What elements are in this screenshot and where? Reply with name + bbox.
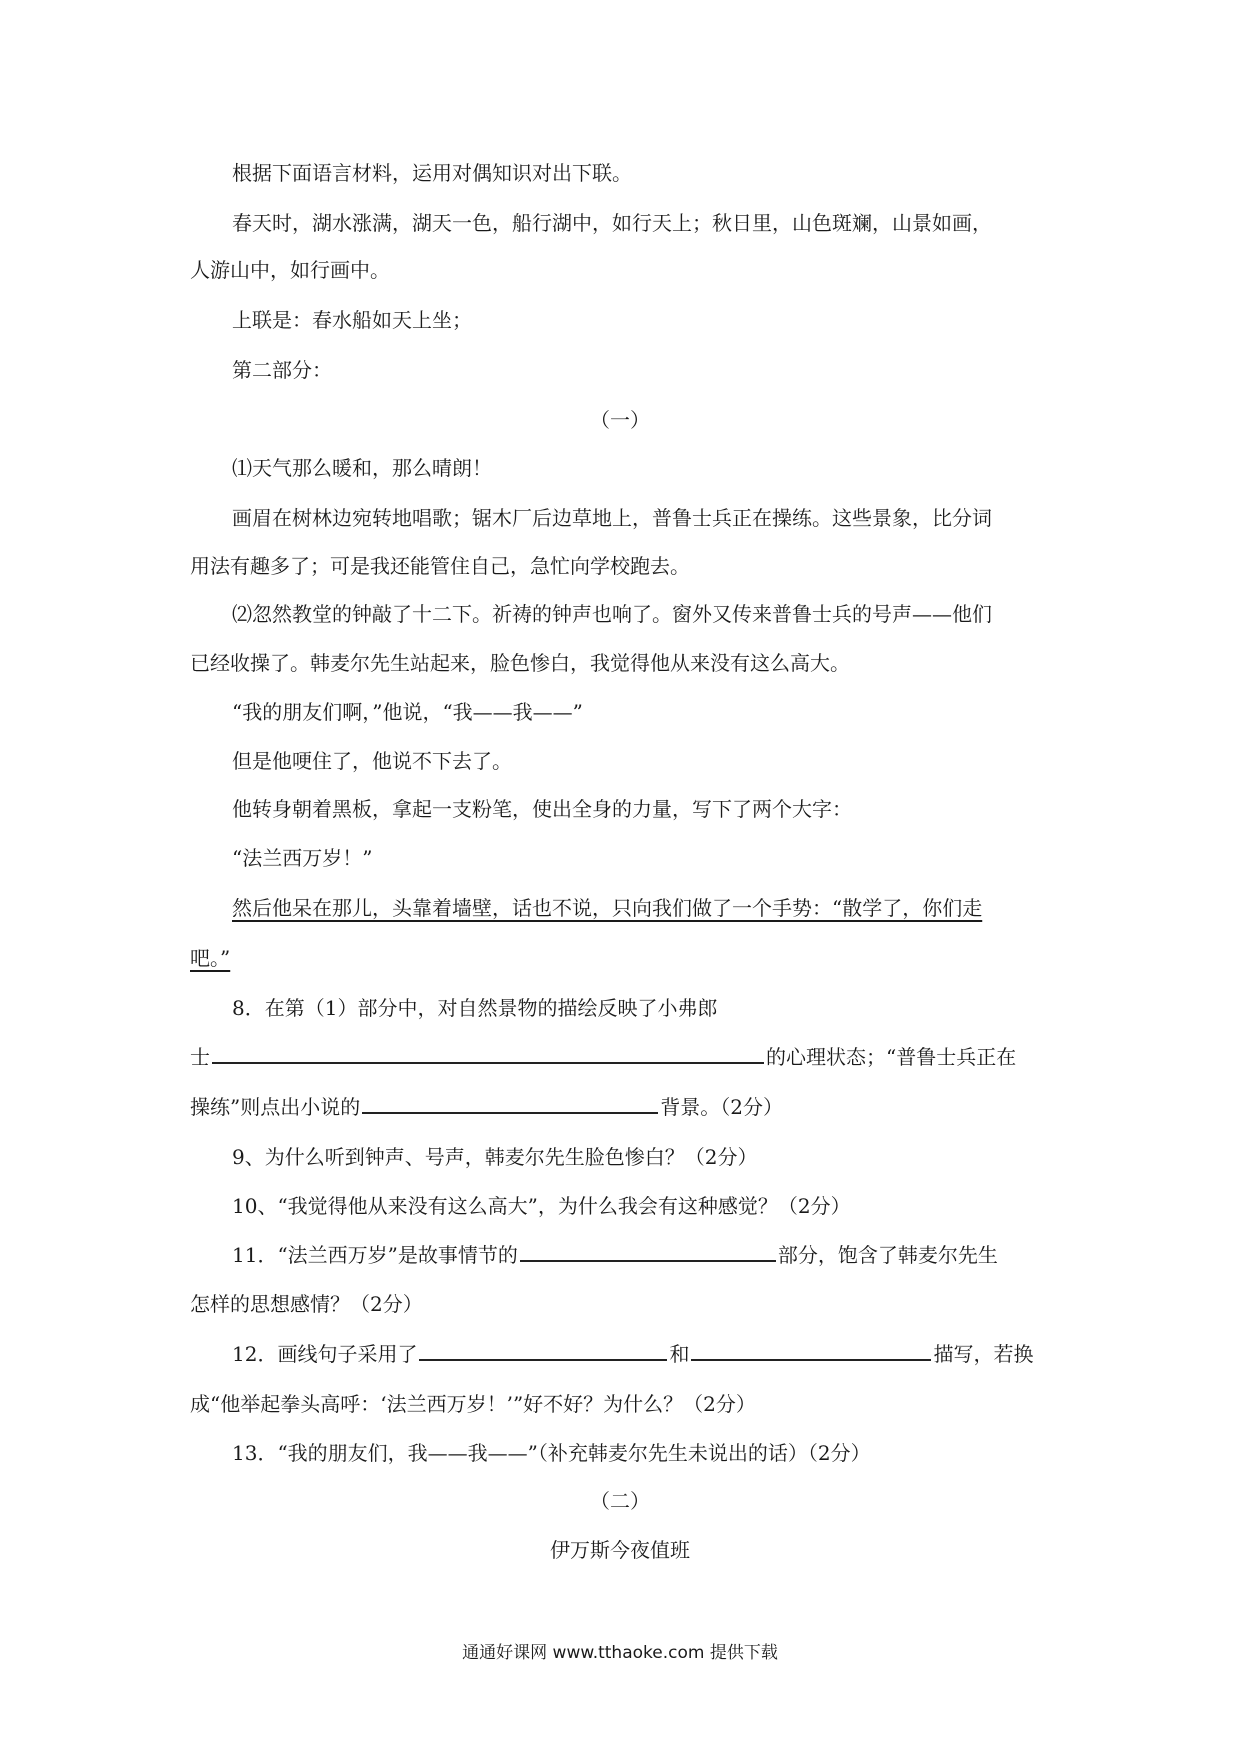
material-line-2: 人游山中，如行画中。 bbox=[190, 258, 390, 282]
q11-text-a: 11．“法兰西万岁”是故事情节的 bbox=[232, 1243, 518, 1267]
question-8-line-1: 8．在第（1）部分中，对自然景物的描绘反映了小弗郎 bbox=[232, 996, 718, 1020]
q12-blank-1[interactable] bbox=[419, 1358, 667, 1361]
q8-text-d: 背景。（2分） bbox=[660, 1095, 783, 1119]
paragraph-4: “我的朋友们啊，”他说，“我——我——” bbox=[232, 700, 583, 724]
section2-title: （二） bbox=[590, 1489, 650, 1513]
q11-blank[interactable] bbox=[520, 1259, 776, 1262]
question-12-line-1 bbox=[232, 1344, 1033, 1364]
question-8-line-3 bbox=[190, 1097, 783, 1117]
paragraph-7: “法兰西万岁！” bbox=[232, 846, 373, 870]
underlined-sentence-line-1: 然后他呆在那儿，头靠着墙壁，话也不说，只向我们做了一个手势：“散学了，你们走 bbox=[232, 896, 983, 920]
paragraph-3-line-1: ⑵忽然教堂的钟敲了十二下。祈祷的钟声也响了。窗外又传来普鲁士兵的号声——他们 bbox=[232, 602, 992, 626]
question-11-line-1 bbox=[232, 1245, 998, 1265]
story-title: 伊万斯今夜值班 bbox=[550, 1538, 690, 1562]
paragraph-1: ⑴天气那么暖和，那么晴朗！ bbox=[232, 456, 492, 480]
footer-download-note: 通通好课网 www.tthaoke.com 提供下载 bbox=[462, 1643, 778, 1663]
question-12-line-2: 成“他举起拳头高呼：‘法兰西万岁！’”好不好？为什么？（2分） bbox=[190, 1392, 756, 1416]
question-13: 13．“我的朋友们，我——我——”（补充韩麦尔先生未说出的话）（2分） bbox=[232, 1441, 871, 1465]
q8-text-b: 的心理状态；“普鲁士兵正在 bbox=[766, 1045, 1017, 1069]
part2-heading: 第二部分： bbox=[232, 358, 332, 382]
paragraph-3-line-2: 已经收操了。韩麦尔先生站起来，脸色惨白，我觉得他从来没有这么高大。 bbox=[190, 651, 850, 675]
paragraph-2-line-1: 画眉在树林边宛转地唱歌；锯木厂后边草地上，普鲁士兵正在操练。这些景象，比分词 bbox=[232, 506, 992, 530]
instruction-text: 根据下面语言材料，运用对偶知识对出下联。 bbox=[232, 161, 632, 185]
section1-title: （一） bbox=[590, 408, 650, 432]
q8-text-c: 操练”则点出小说的 bbox=[190, 1095, 361, 1119]
q12-text-c: 描写，若换 bbox=[933, 1342, 1034, 1366]
material-line-1: 春天时，湖水涨满，湖天一色，船行湖中，如行天上；秋日里，山色斑斓，山景如画， bbox=[232, 211, 992, 235]
question-8-line-2 bbox=[190, 1047, 1016, 1067]
q8-blank-2[interactable] bbox=[362, 1111, 658, 1114]
upper-couplet: 上联是：春水船如天上坐； bbox=[232, 308, 472, 332]
question-11-line-2: 怎样的思想感情？（2分） bbox=[190, 1292, 423, 1316]
paragraph-2-line-2: 用法有趣多了；可是我还能管住自己，急忙向学校跑去。 bbox=[190, 554, 690, 578]
question-10: 10、“我觉得他从来没有这么高大”，为什么我会有这种感觉？（2分） bbox=[232, 1194, 851, 1218]
underlined-sentence-line-2: 吧。” bbox=[190, 946, 231, 970]
q8-text-a: 士 bbox=[190, 1045, 210, 1069]
q8-blank-1[interactable] bbox=[212, 1061, 764, 1064]
q12-text-a: 12．画线句子采用了 bbox=[232, 1342, 418, 1366]
q11-text-b: 部分，饱含了韩麦尔先生 bbox=[777, 1243, 998, 1267]
paragraph-5: 但是他哽住了，他说不下去了。 bbox=[232, 749, 512, 773]
q12-blank-2[interactable] bbox=[691, 1358, 931, 1361]
paragraph-6: 他转身朝着黑板，拿起一支粉笔，使出全身的力量，写下了两个大字： bbox=[232, 797, 852, 821]
question-9: 9、为什么听到钟声、号声，韩麦尔先生脸色惨白？（2分） bbox=[232, 1145, 758, 1169]
q12-text-b: 和 bbox=[669, 1342, 690, 1366]
